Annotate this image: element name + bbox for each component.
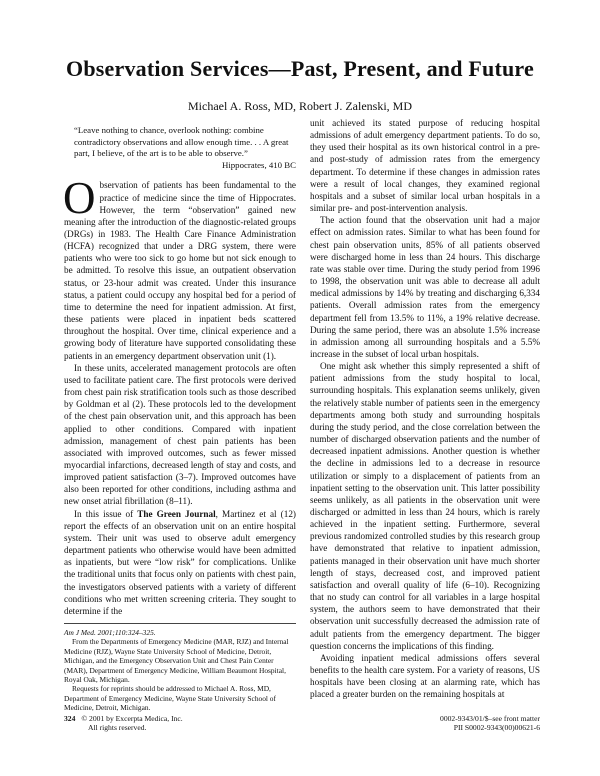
paragraph: Avoiding inpatient medical admissions offers several benefits to the health care system. For a variety of reasons, US hospitals have been closing at an alarming rate, which has placed a greater burden on the remaining hospitals at — [310, 652, 540, 700]
paragraph: In these units, accelerated management protocols are often used to facilitate patient care. The first protocols were derived from chest pain risk stratification tools such as those described by Goldman et al (2). These protocols led to the development of the chest pain observation unit, and this approach has been applied to other conditions. Compared with inpatient admission, management of chest pain patients has been associated with improved outcomes, such as fewer missed myocardial infarctions, decreased length of stay and costs, and improved patient satisfaction (3–7). Improved outcomes have also been reported for other conditions, including asthma and new onset atrial fibrillation (8–11). — [64, 362, 296, 507]
page-footer-left — [64, 714, 183, 732]
article-title: Observation Services—Past, Present, and Future — [66, 56, 534, 81]
epigraph-text: “Leave nothing to chance, overlook nothing: combine contradictory observations and allow enough time. . . A great part, I believe, of the art is to be able to observe.” — [74, 125, 289, 159]
drop-cap: O — [63, 173, 96, 224]
affiliation-note: From the Departments of Emergency Medicine (MAR, RJZ) and Internal Medicine (RJZ), Wayne State University School of Medicine, Detroit, Michigan, and the Emergency Observation Unit and Chest Pain Center (MAR), Department of Emergency Medicine, William Beaumont Hospital, Royal Oak, Michigan. — [64, 637, 289, 685]
paragraph-text: , Martinez et al (12) report the effects of an observation unit on an entire hospital system. Their unit was used to observe adult emergency department patients who otherwise would have been admitted as inpatients, but were “low risk” for complications. Unlike the traditional units that focus only on patients with chest pain, the investigators observed patients with a variety of different conditions who met written screening criteria. They sought to determine if the — [64, 508, 296, 616]
rights: All rights reserved. — [88, 723, 147, 733]
reprint-note: Requests for reprints should be addressed to Michael A. Ross, MD, Department of Emergency Medicine, Wayne State University School of Medicine, Detroit, Michigan. — [64, 684, 276, 713]
footnote-divider — [64, 623, 296, 624]
journal-name: The Green Journal — [137, 508, 216, 519]
page-footer-right — [430, 714, 540, 732]
page-number: 324 — [64, 714, 76, 723]
journal-citation: Am J Med. 2001;110:324–325. — [64, 628, 156, 637]
pii: PII S0002-9343(00)00621-6 — [453, 723, 540, 733]
paragraph-text: In this issue of — [74, 508, 138, 519]
paragraph — [63, 173, 296, 361]
paragraph: One might ask whether this simply represented a shift of patient admissions from the study hospital to local, surrounding hospitals. This explanation seems unlikely, given the relatively stable number of patients seen in the emergency departments among both study and surrounding hospitals during the study period, and the close correlation between the number of discharged observation patients and the number of decreased inpatient admissions. Another question is whether the decline in admissions led to a decrease in resource utilization or simply to a displacement of patients from an inpatient setting to the observation unit. This latter possibility seems unlikely, as all patients in the observation unit were discharged or admitted in less than 24 hours, which is rarely achieved in the inpatient setting. Furthermore, several previous randomized controlled studies by this research group have demonstrated that relative to inpatient admission, patients managed in their observation unit have much shorter length of stays, decreased cost, and improved patient satisfaction and overall quality of life (6–10). Recognizing that no study can control for all variables in a large hospital system, the authors seem to have demonstrated that their observation unit successfully decreased the admission rate of adult patients from the emergency department. The bigger question concerns the implications of this finding. — [310, 361, 540, 651]
issn: 0002-9343/01/$–see front matter — [440, 714, 540, 723]
left-column — [64, 117, 296, 713]
epigraph — [64, 117, 296, 171]
paragraph — [64, 508, 296, 617]
author-line: Michael A. Ross, MD, Robert J. Zalenski, MD — [188, 99, 412, 113]
right-column — [310, 117, 540, 701]
footnotes — [64, 628, 296, 713]
copyright: © 2001 by Excerpta Medica, Inc. — [81, 714, 183, 723]
paragraph: The action found that the observation unit had a major effect on admission rates. Similar to what has been found for chest pain observation units, 85% of all patients observed were discharged home in less than 24 hours. This discharge rate was stable over time. During the study period from 1996 to 1998, the observation unit was able to decrease all adult medical admissions by 14% by treating and discharging 6,334 patients. Overall admission rates from the emergency department fell from 13.5% to 11%, a 19% relative decrease. During the same period, there was an absolute 1.5% increase in admission among all surrounding hospitals and a 5.5% increase in the subset of local urban hospitals. — [310, 215, 540, 359]
paragraph: unit achieved its stated purpose of reducing hospital admissions of adult emergency department patients. To do so, they used their hospital as its own historical control in a pre- and post-study of admission rates from the emergency department. To determine if these changes in admission rates were a result of local changes, they examined regional hospitals and a subset of similar local urban hospitals in a similar pre- and post-intervention analysis. — [310, 118, 540, 214]
epigraph-citation: Hippocrates, 410 BC — [221, 159, 296, 170]
paragraph-text: bservation of patients has been fundamental to the practice of medicine since the time of Hippocrates. However, the term “observation” gained new meaning after the introduction of the diagnostic-related groups (DRGs) in 1983. The Health Care Finance Administration (HCFA) recognized that under a DRG system, there were patients who were too sick to go home but not sick enough to be admitted. To resolve this issue, an outpatient observation status, or 23-hour admit was created. Under this insurance status, a patient could occupy any hospital bed for a period of time to determine the need for inpatient admission. At first, these patients were placed in inpatient beds scattered throughout the hospital. Over time, clinical experience and a growing body of literature have supported consolidating these patients in an emergency department observation unit (1). — [64, 180, 296, 361]
